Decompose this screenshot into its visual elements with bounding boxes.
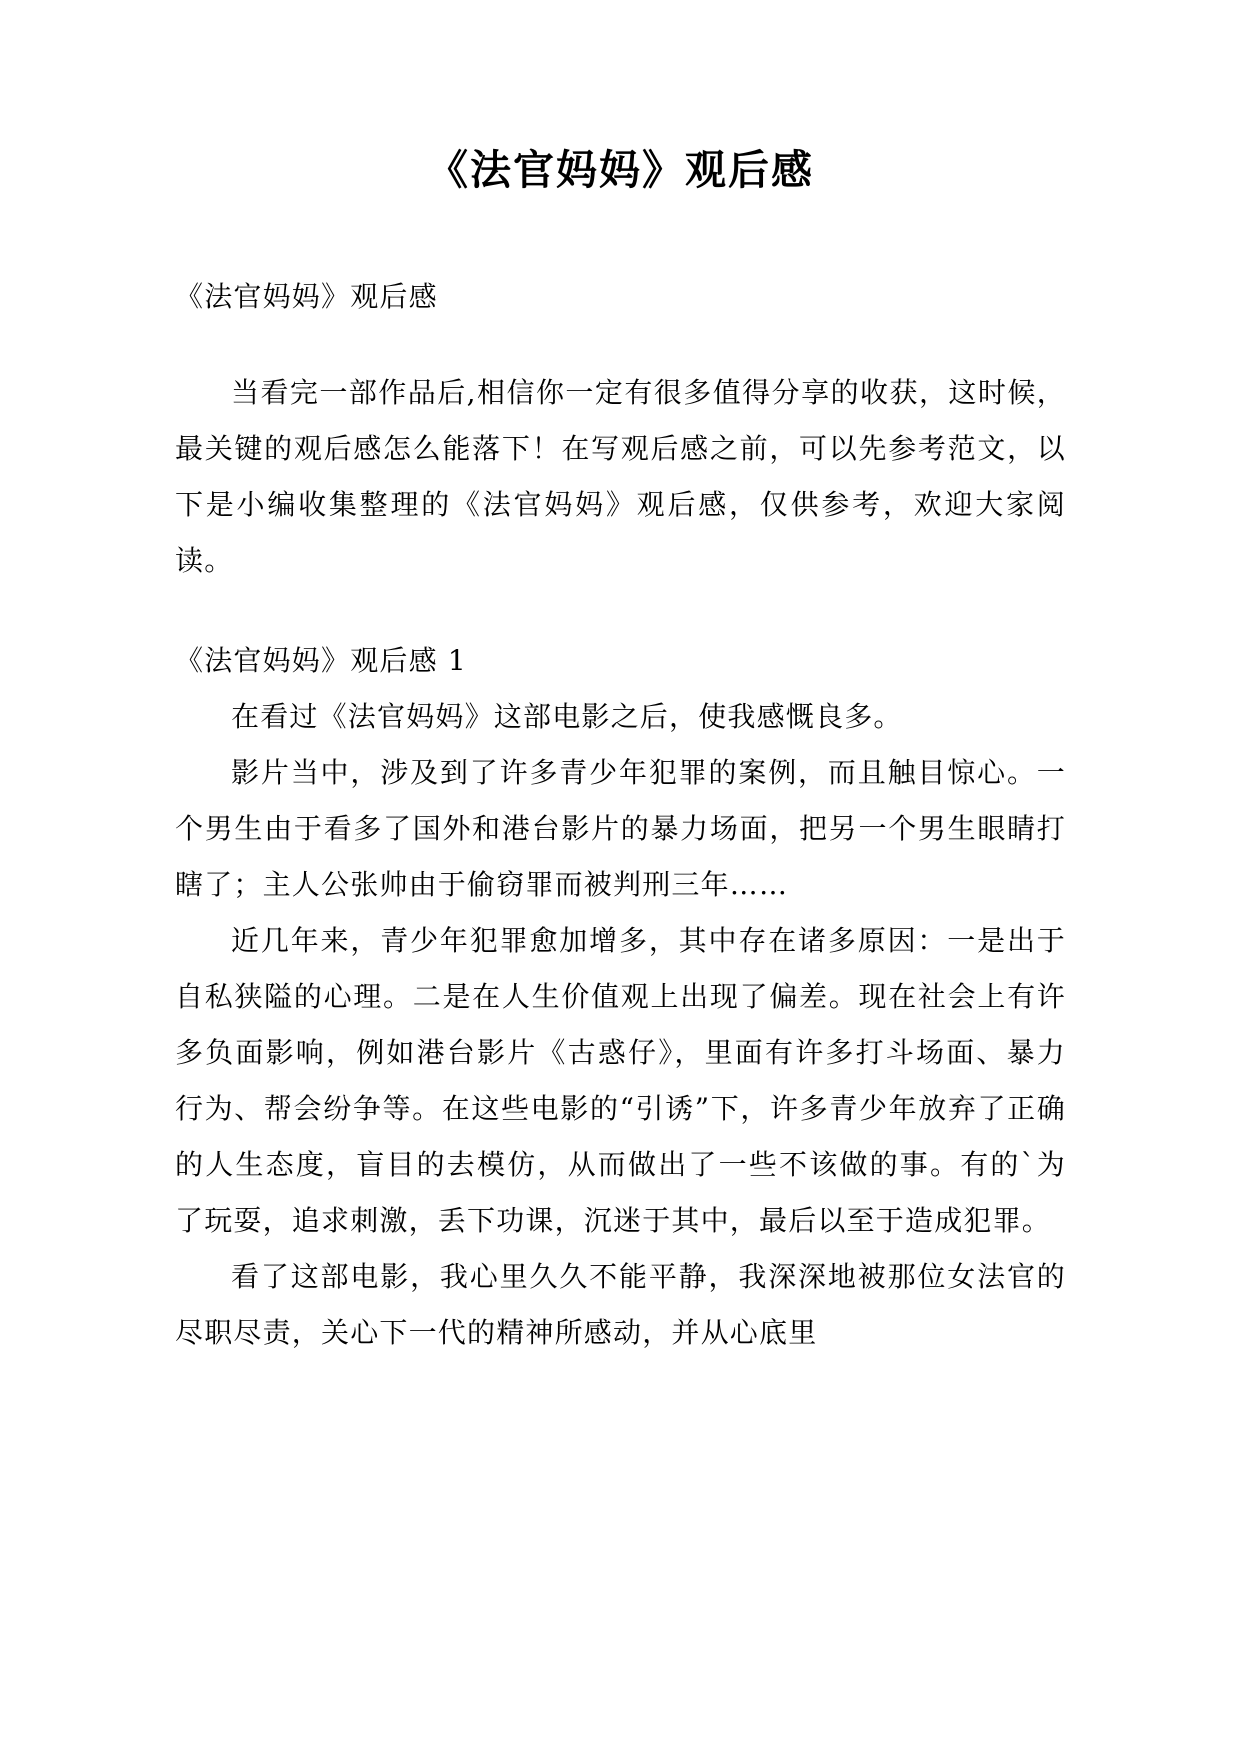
document-body <box>175 269 1066 1361</box>
body-paragraph-2: 影片当中，涉及到了许多青少年犯罪的案例，而且触目惊心。一个男生由于看多了国外和港台影片的暴力场面，把另一个男生眼睛打瞎了；主人公张帅由于偷窃罪而被判刑三年…… <box>175 756 1066 902</box>
section-heading-1: 《法官妈妈》观后感 1 <box>175 644 467 678</box>
intro-paragraph: 当看完一部作品后,相信你一定有很多值得分享的收获，这时候，最关键的观后感怎么能落下！在写观后感之前，可以先参考范文，以下是小编收集整理的《法官妈妈》观后感，仅供参考，欢迎大家阅读。 <box>175 376 1066 578</box>
body-paragraph-1: 在看过《法官妈妈》这部电影之后，使我感慨良多。 <box>231 700 903 734</box>
subtitle-paragraph: 《法官妈妈》观后感 <box>175 280 438 314</box>
body-paragraph-4: 看了这部电影，我心里久久不能平静，我深深地被那位女法官的尽职尽责，关心下一代的精神所感动，并从心底里 <box>175 1260 1066 1350</box>
page-title: 《法官妈妈》观后感 <box>427 146 814 194</box>
body-paragraph-3: 近几年来，青少年犯罪愈加增多，其中存在诸多原因：一是出于自私狭隘的心理。二是在人生价值观上出现了偏差。现在社会上有许多负面影响，例如港台影片《古惑仔》，里面有许多打斗场面、暴力行为、帮会纷争等。在这些电影的“引诱”下，许多青少年放弃了正确的人生态度，盲目的去模仿，从而做出了一些不该做的事。有的`为了玩耍，追求刺激，丢下功课，沉迷于其中，最后以至于造成犯罪。 <box>175 924 1066 1238</box>
